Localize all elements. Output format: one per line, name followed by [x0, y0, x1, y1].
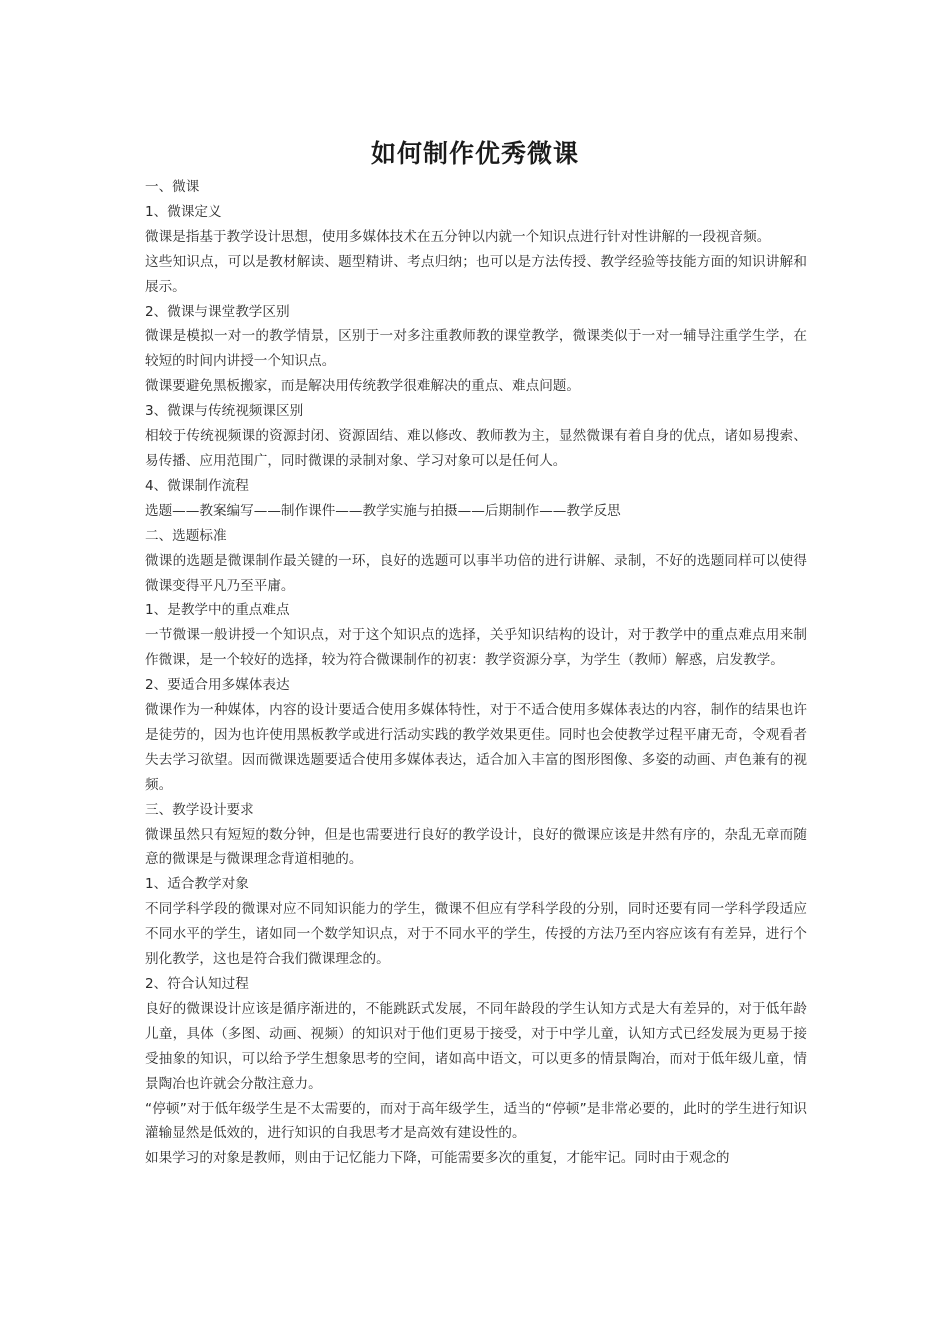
- paragraph: 微课作为一种媒体，内容的设计要适合使用多媒体特性，对于不适合使用多媒体表达的内容，制作的结果也许是徒劳的，因为也许使用黑板教学或进行活动实践的教学效果更佳。同时也会使教学过程平庸无奇，令观看者失去学习欲望。因而微课选题要适合使用多媒体表达，适合加入丰富的图形图像、多姿的动画、声色兼有的视频。: [145, 702, 807, 793]
- paragraph: 微课是模拟一对一的教学情景，区别于一对多注重教师教的课堂教学，微课类似于一对一辅导注重学生学，在较短的时间内讲授一个知识点。: [145, 328, 807, 370]
- section-heading: 二、选题标准: [145, 527, 227, 544]
- subsection-heading: 2、要适合用多媒体表达: [145, 677, 290, 694]
- paragraph: 微课的选题是微课制作最关键的一环，良好的选题可以事半功倍的进行讲解、录制，不好的选题同样可以使得微课变得平凡乃至平庸。: [145, 552, 807, 594]
- paragraph: 一节微课一般讲授一个知识点，对于这个知识点的选择，关乎知识结构的设计，对于教学中的重点难点用来制作微课，是一个较好的选择，较为符合微课制作的初衷：教学资源分享，为学生（教师）解惑，启发教学。: [145, 627, 807, 669]
- paragraph: 选题——教案编写——制作课件——教学实施与拍摄——后期制作——教学反思: [145, 502, 621, 519]
- paragraph: 微课是指基于教学设计思想，使用多媒体技术在五分钟以内就一个知识点进行针对性讲解的一段视音频。: [145, 228, 771, 245]
- subsection-heading: 1、是教学中的重点难点: [145, 602, 290, 619]
- paragraph: 不同学科学段的微课对应不同知识能力的学生，微课不但应有学科学段的分别，同时还要有同一学科学段适应不同水平的学生，诸如同一个数学知识点，对于不同水平的学生，传授的方法乃至内容应该有有差异，进行个别化教学，这也是符合我们微课理念的。: [145, 901, 807, 968]
- paragraph: 微课虽然只有短短的数分钟，但是也需要进行良好的教学设计，良好的微课应该是井然有序的，杂乱无章而随意的微课是与微课理念背道相驰的。: [145, 826, 807, 868]
- subsection-heading: 2、微课与课堂教学区别: [145, 303, 290, 320]
- paragraph: 如果学习的对象是教师，则由于记忆能力下降，可能需要多次的重复，才能牢记。同时由于观念的: [145, 1150, 730, 1167]
- paragraph: 良好的微课设计应该是循序渐进的，不能跳跃式发展，不同年龄段的学生认知方式是大有差异的，对于低年龄儿童，具体（多图、动画、视频）的知识对于他们更易于接受，对于中学儿童，认知方式已经发展为更易于接受抽象的知识，可以给予学生想象思考的空间，诸如高中语文，可以更多的情景陶冶，而对于低年级儿童，情景陶冶也许就会分散注意力。: [145, 1000, 807, 1092]
- section-heading: 一、微课: [145, 179, 200, 195]
- subsection-heading: 4、微课制作流程: [145, 477, 249, 494]
- subsection-heading: 1、适合教学对象: [145, 876, 249, 893]
- subsection-heading: 3、微课与传统视频课区别: [145, 403, 304, 420]
- paragraph: 这些知识点，可以是教材解读、题型精讲、考点归纳；也可以是方法传授、教学经验等技能方面的知识讲解和展示。: [145, 253, 807, 295]
- section-heading: 三、教学设计要求: [145, 801, 254, 818]
- document-title: 如何制作优秀微课: [370, 139, 579, 168]
- paragraph: 相较于传统视频课的资源封闭、资源固结、难以修改、教师教为主，显然微课有着自身的优点，诸如易搜索、易传播、应用范围广，同时微课的录制对象、学习对象可以是任何人。: [145, 428, 807, 469]
- paragraph: 微课要避免黑板搬家，而是解决用传统教学很难解决的重点、难点问题。: [145, 378, 580, 395]
- subsection-heading: 2、符合认知过程: [145, 976, 249, 992]
- subsection-heading: 1、微课定义: [145, 203, 222, 220]
- document-body: [145, 175, 807, 1171]
- paragraph: “停顿”对于低年级学生是不太需要的，而对于高年级学生，适当的“停顿”是非常必要的，此时的学生进行知识灌输显然是低效的，进行知识的自我思考才是高效有建设性的。: [145, 1100, 807, 1142]
